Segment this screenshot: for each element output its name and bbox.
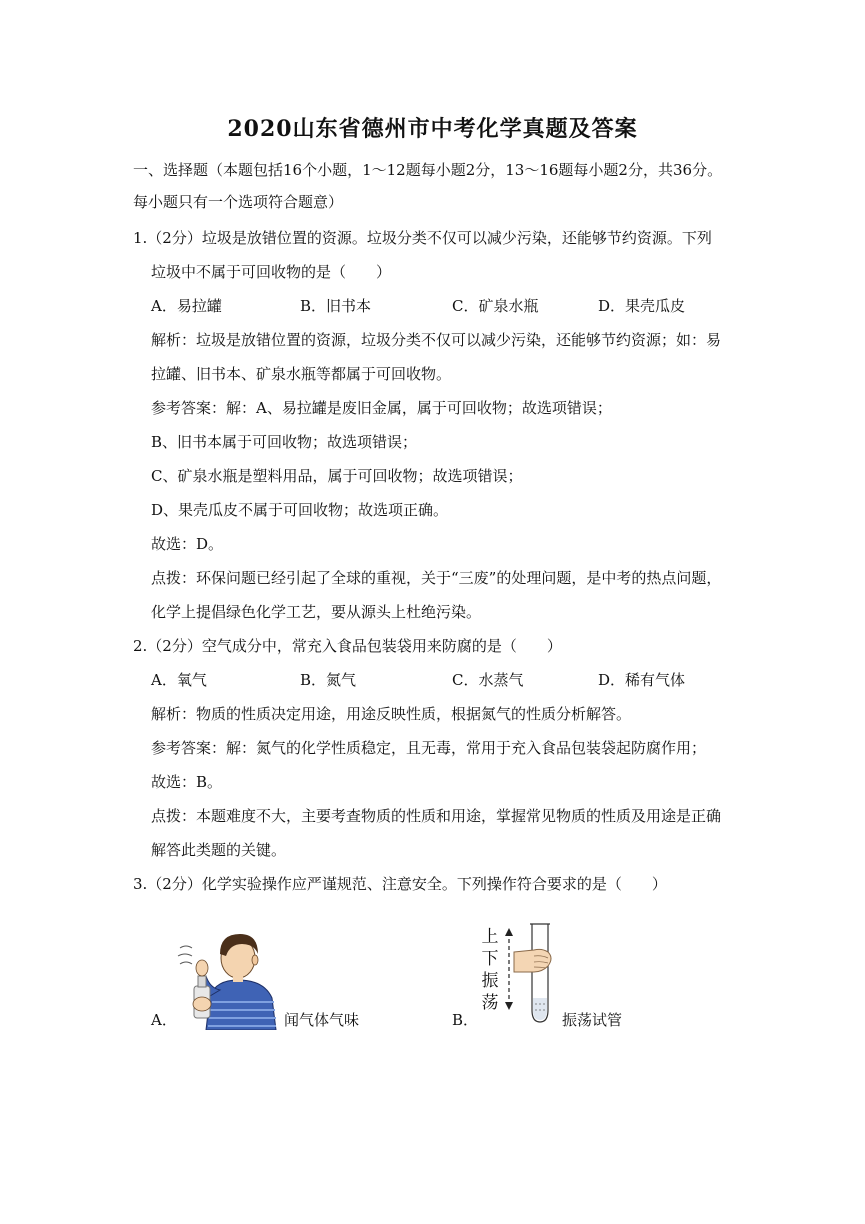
q1-stem-line2: 垃圾中不属于可回收物的是（ ）	[151, 263, 392, 281]
q1-analysis-line1: 解析：垃圾是放错位置的资源，垃圾分类不仅可以减少污染，还能够节约资源；如：易	[151, 331, 722, 349]
section-heading-line1: 一、选择题（本题包括16个小题，1～12题每小题2分，13～16题每小题2分，共36分。	[133, 161, 723, 179]
q1-option-b: B．旧书本	[300, 297, 372, 315]
q3-option-a-figure	[176, 918, 282, 1030]
q1-answer-line1: 参考答案：解：A、易拉罐是废旧金属，属于可回收物；故选项错误；	[151, 399, 612, 417]
figure-char-dang: 荡	[481, 993, 499, 1013]
smelling-gas-illustration	[176, 918, 282, 1030]
q2-option-d: D．稀有气体	[598, 671, 686, 689]
q2-tip-line1: 点拨：本题难度不大，主要考查物质的性质和用途，掌握常见物质的性质及用途是正确	[151, 807, 722, 825]
figure-char-down: 下	[481, 949, 499, 969]
figure-char-zhen: 振	[481, 971, 499, 991]
q2-answer: 参考答案：解：氮气的化学性质稳定，且无毒，常用于充入食品包装袋起防腐作用；	[151, 739, 707, 757]
q3-option-b-figure-label	[478, 926, 502, 1014]
q3-stem: 3.（2分）化学实验操作应严谨规范、注意安全。下列操作符合要求的是（ ）	[133, 875, 667, 893]
q1-answer-line2: B、旧书本属于可回收物；故选项错误；	[151, 433, 418, 451]
q1-option-d: D．果壳瓜皮	[598, 297, 686, 315]
figure-char-up: 上	[481, 927, 499, 947]
q1-tip-line2: 化学上提倡绿色化学工艺，要从源头上杜绝污染。	[151, 603, 482, 621]
q2-option-b: B．氮气	[300, 671, 357, 689]
q2-analysis: 解析：物质的性质决定用途，用途反映性质，根据氮气的性质分析解答。	[151, 705, 632, 723]
q1-choice: 故选：D。	[151, 535, 224, 553]
q1-tip-line1: 点拨：环保问题已经引起了全球的重视，关于“三废”的处理问题，是中考的热点问题，	[151, 569, 722, 587]
q1-answer-line3: C、矿泉水瓶是塑料用品，属于可回收物；故选项错误；	[151, 467, 523, 485]
q1-option-a: A．易拉罐	[151, 297, 222, 315]
section-heading-line2: 每小题只有一个选项符合题意）	[133, 193, 344, 211]
q2-choice: 故选：B。	[151, 773, 223, 791]
q2-tip-line2: 解答此类题的关键。	[151, 841, 287, 859]
q3-option-b-label: B．	[452, 1011, 479, 1029]
q1-analysis-line2: 拉罐、旧书本、矿泉水瓶等都属于可回收物。	[151, 365, 452, 383]
page-title: 2020山东省德州市中考化学真题及答案	[227, 116, 638, 142]
q1-stem-line1: 1.（2分）垃圾是放错位置的资源。垃圾分类不仅可以减少污染，还能够节约资源。下列	[133, 229, 712, 247]
q3-option-a-caption: 闻气体气味	[284, 1011, 360, 1029]
q2-option-c: C．水蒸气	[452, 671, 524, 689]
q1-option-c: C．矿泉水瓶	[452, 297, 539, 315]
q3-option-a-label: A．	[151, 1011, 177, 1029]
q1-answer-line4: D、果壳瓜皮不属于可回收物；故选项正确。	[151, 501, 449, 519]
q2-option-a: A．氧气	[151, 671, 207, 689]
q2-stem: 2.（2分）空气成分中，常充入食品包装袋用来防腐的是（ ）	[133, 637, 562, 655]
q3-option-b-caption: 振荡试管	[562, 1011, 623, 1029]
